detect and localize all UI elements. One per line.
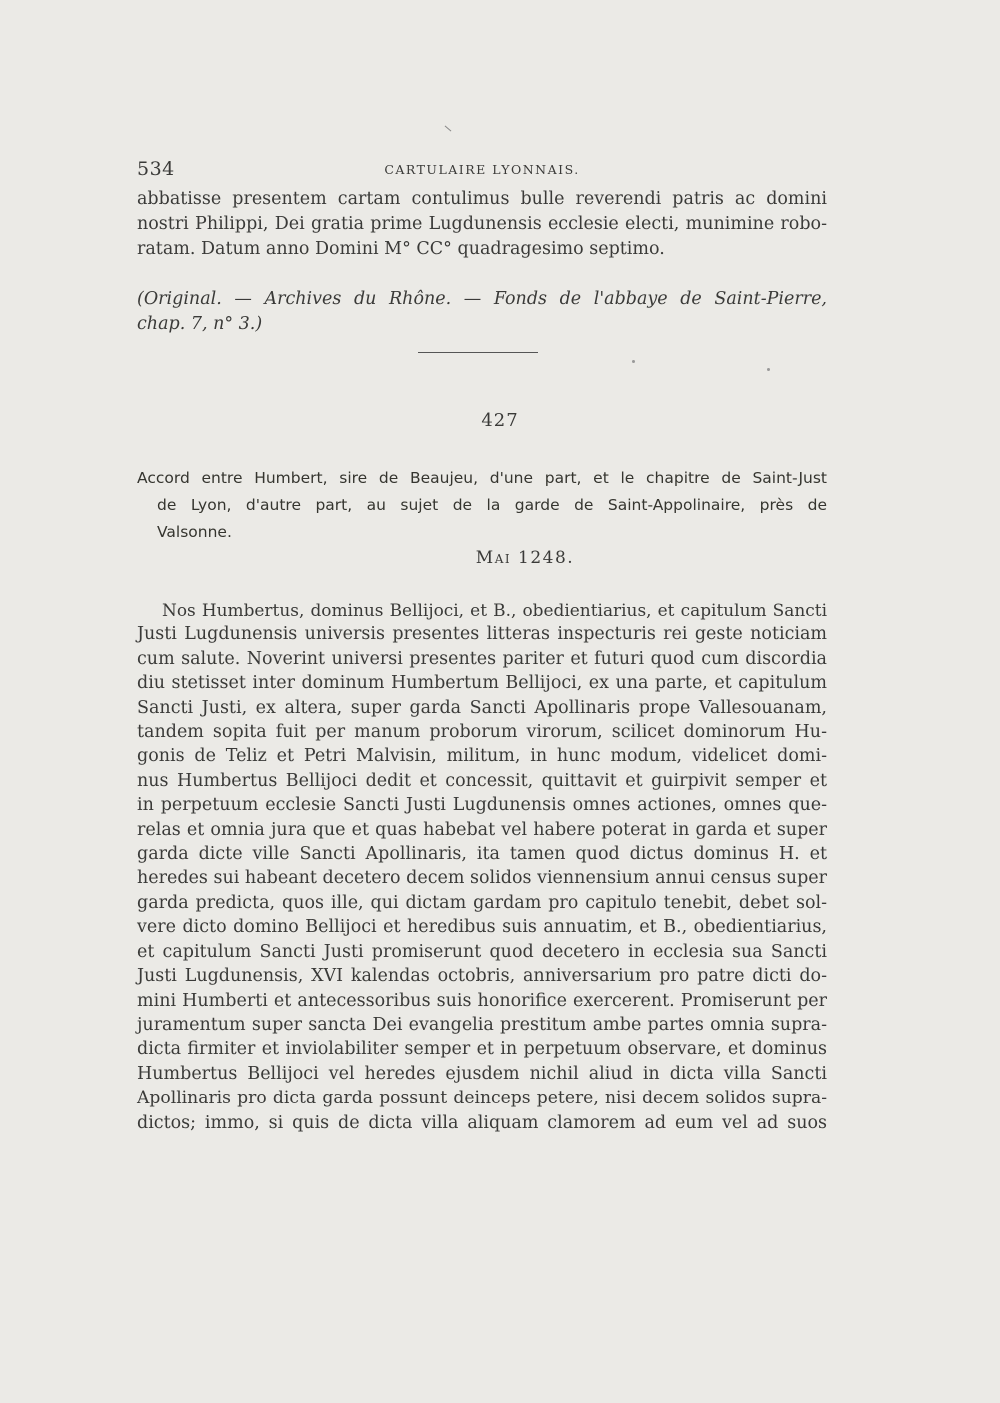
- source-line: chap. 7, n° 3.): [137, 314, 263, 334]
- text-line: Sancti Justi, ex altera, super garda Sancti Apollinaris prope Vallesouanam,: [137, 697, 827, 718]
- text-line: ratam. Datum anno Domini M° CC° quadragesimo septimo.: [137, 239, 665, 259]
- text-line: garda predicta, quos ille, qui dictam gardam pro capitulo tenebit, debet sol-: [137, 892, 827, 913]
- text-line: Justi Lugdunensis universis presentes litteras inspecturis rei geste noticiam: [137, 624, 827, 645]
- text-line: dictos; immo, si quis de dicta villa aliquam clamorem ad eum vel ad suos: [137, 1112, 827, 1133]
- summary-line: Accord entre Humbert, sire de Beaujeu, d'une part, et le chapitre de Saint-Just: [137, 469, 827, 487]
- summary-line: de Lyon, d'autre part, au sujet de la garde de Saint-Appolinaire, près de: [157, 496, 827, 514]
- document-date: Mai 1248.: [475, 548, 575, 568]
- text-line: nus Humbertus Bellijoci dedit et concessit, quittavit et guirpivit semper et: [137, 770, 827, 791]
- text-line: et capitulum Sancti Justi promiserunt quod decetero in ecclesia sua Sancti: [137, 941, 827, 962]
- document-text: [137, 598, 827, 1135]
- text-line: vere dicto domino Bellijoci et heredibus suis annuatim, et B., obedientiarius,: [137, 917, 827, 938]
- document-number: 427: [481, 410, 519, 431]
- text-line: Humbertus Bellijoci vel heredes ejusdem nichil aliud in dicta villa Sancti: [137, 1063, 827, 1084]
- text-line: dicta firmiter et inviolabiliter semper et in perpetuum observare, et dominus: [137, 1039, 827, 1060]
- text-line: heredes sui habeant decetero decem solidos viennensium annui census super: [137, 868, 827, 889]
- text-line: Apollinaris pro dicta garda possunt deinceps petere, nisi decem solidos supra-: [137, 1088, 827, 1109]
- text-line: diu stetisset inter dominum Humbertum Bellijoci, ex una parte, et capitulum: [137, 673, 827, 694]
- page-header: [137, 158, 827, 182]
- source-citation: [137, 287, 827, 337]
- summary-line: Valsonne.: [157, 523, 232, 541]
- text-line: in perpetuum ecclesie Sancti Justi Lugdunensis omnes actiones, omnes que-: [137, 795, 827, 816]
- section-divider: [418, 352, 538, 353]
- text-line: Nos Humbertus, dominus Bellijoci, et B., obedientiarius, et capitulum Sancti: [162, 600, 827, 620]
- text-line: gonis de Teliz et Petri Malvisin, militum, in hunc modum, videlicet domi-: [137, 746, 827, 767]
- stray-ink-dot: [632, 360, 635, 363]
- previous-document-text: [137, 187, 827, 262]
- text-line: Justi Lugdunensis, XVI kalendas octobris, anniversarium pro patre dicti do-: [137, 966, 827, 987]
- text-line: tandem sopita fuit per manum proborum virorum, scilicet dominorum Hu-: [137, 722, 827, 743]
- text-line: nostri Philippi, Dei gratia prime Lugdunensis ecclesie electi, munimine robo-: [137, 214, 827, 234]
- running-head: CARTULAIRE LYONNAIS.: [384, 162, 580, 177]
- page-number: 534: [137, 158, 175, 180]
- source-line: (Original. — Archives du Rhône. — Fonds de l'abbaye de Saint-Pierre,: [137, 289, 827, 309]
- text-line: juramentum super sancta Dei evangelia prestitum ambe partes omnia supra-: [137, 1014, 827, 1035]
- document-summary: [137, 465, 827, 546]
- text-line: mini Humberti et antecessoribus suis honorifice exercerent. Promiserunt per: [137, 990, 827, 1011]
- text-line: relas et omnia jura que et quas habebat vel habere poterat in garda et super: [137, 819, 827, 840]
- stray-ink-mark: [445, 126, 452, 132]
- text-line: cum salute. Noverint universi presentes pariter et futuri quod cum discordia: [137, 648, 827, 669]
- text-line: garda dicte ville Sancti Apollinaris, ita tamen quod dictus dominus H. et: [137, 844, 827, 865]
- text-line: abbatisse presentem cartam contulimus bulle reverendi patris ac domini: [137, 189, 827, 209]
- stray-ink-dot: [767, 368, 770, 371]
